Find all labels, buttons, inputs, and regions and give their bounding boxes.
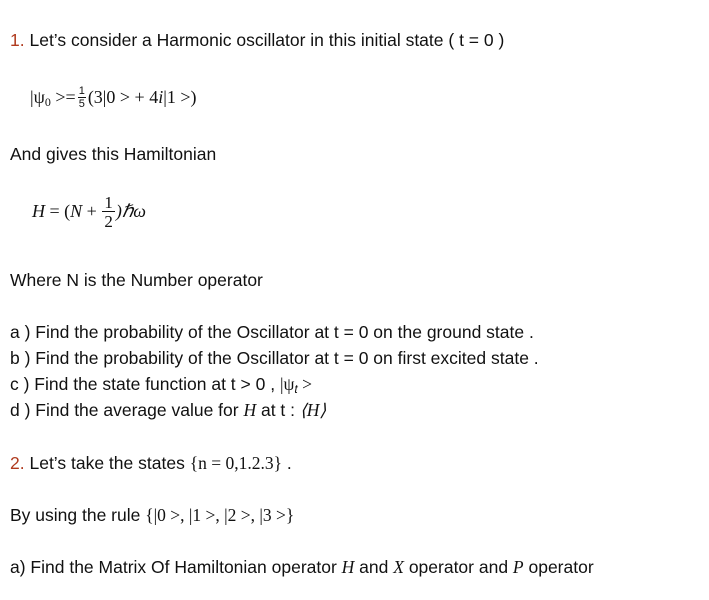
number-operator-note: Where N is the Number operator <box>10 270 263 290</box>
question-number: 2. <box>10 453 25 473</box>
question-2a: a) Find the Matrix Of Hamiltonian operator H and X operator and P operator <box>10 557 594 577</box>
fraction-one-half: $\frac{1}{2}$ <box>104 193 113 231</box>
question-2-heading: 2. Let’s take the states {n = 0,1.2.3} . <box>10 453 292 473</box>
state-expansion: (3|0 > + 4 <box>87 86 159 107</box>
part-b: b ) Find the probability of the Oscillator at t = 0 on first excited state . <box>10 348 539 368</box>
hamiltonian-equation: H = (N + $\frac{1}{2}$ )ℏω <box>32 193 146 231</box>
question-1-heading <box>10 30 504 51</box>
part-c: c ) Find the state function at t > 0 , $|\psi_t$ > <box>10 374 312 396</box>
basis-set: {|0 >, |1 >, |2 >, |3 >} <box>145 505 295 525</box>
question-number: 1. <box>10 30 25 50</box>
part-d: d ) Find the average value for H at t : ⟨H⟩ <box>10 400 327 420</box>
fraction-one-fifth: $\frac{1}{5}$ <box>78 85 85 110</box>
imaginary-unit: i <box>158 86 164 107</box>
basis-rule: By using the rule {|0 >, |1 >, |2 >, |3 >} <box>10 505 295 525</box>
equals-sign: >= <box>50 86 76 107</box>
states-set: {n = 0,1.2.3} <box>189 453 282 473</box>
state-expansion-end: |1 >) <box>163 86 197 107</box>
question-1-text: Let’s consider a Harmonic oscillator in this initial state ( t = 0 ) <box>29 30 505 50</box>
hamiltonian-symbol: H <box>32 200 45 221</box>
psi-subscript: 0 <box>44 94 51 109</box>
psi-symbol: |ψ <box>30 86 45 107</box>
initial-state-equation <box>30 86 196 110</box>
number-operator-symbol: N <box>70 200 83 221</box>
hamiltonian-intro: And gives this Hamiltonian <box>10 144 217 164</box>
hbar-omega: )ℏω <box>115 200 146 221</box>
part-a: a ) Find the probability of the Oscillator at t = 0 on the ground state . <box>10 322 534 342</box>
